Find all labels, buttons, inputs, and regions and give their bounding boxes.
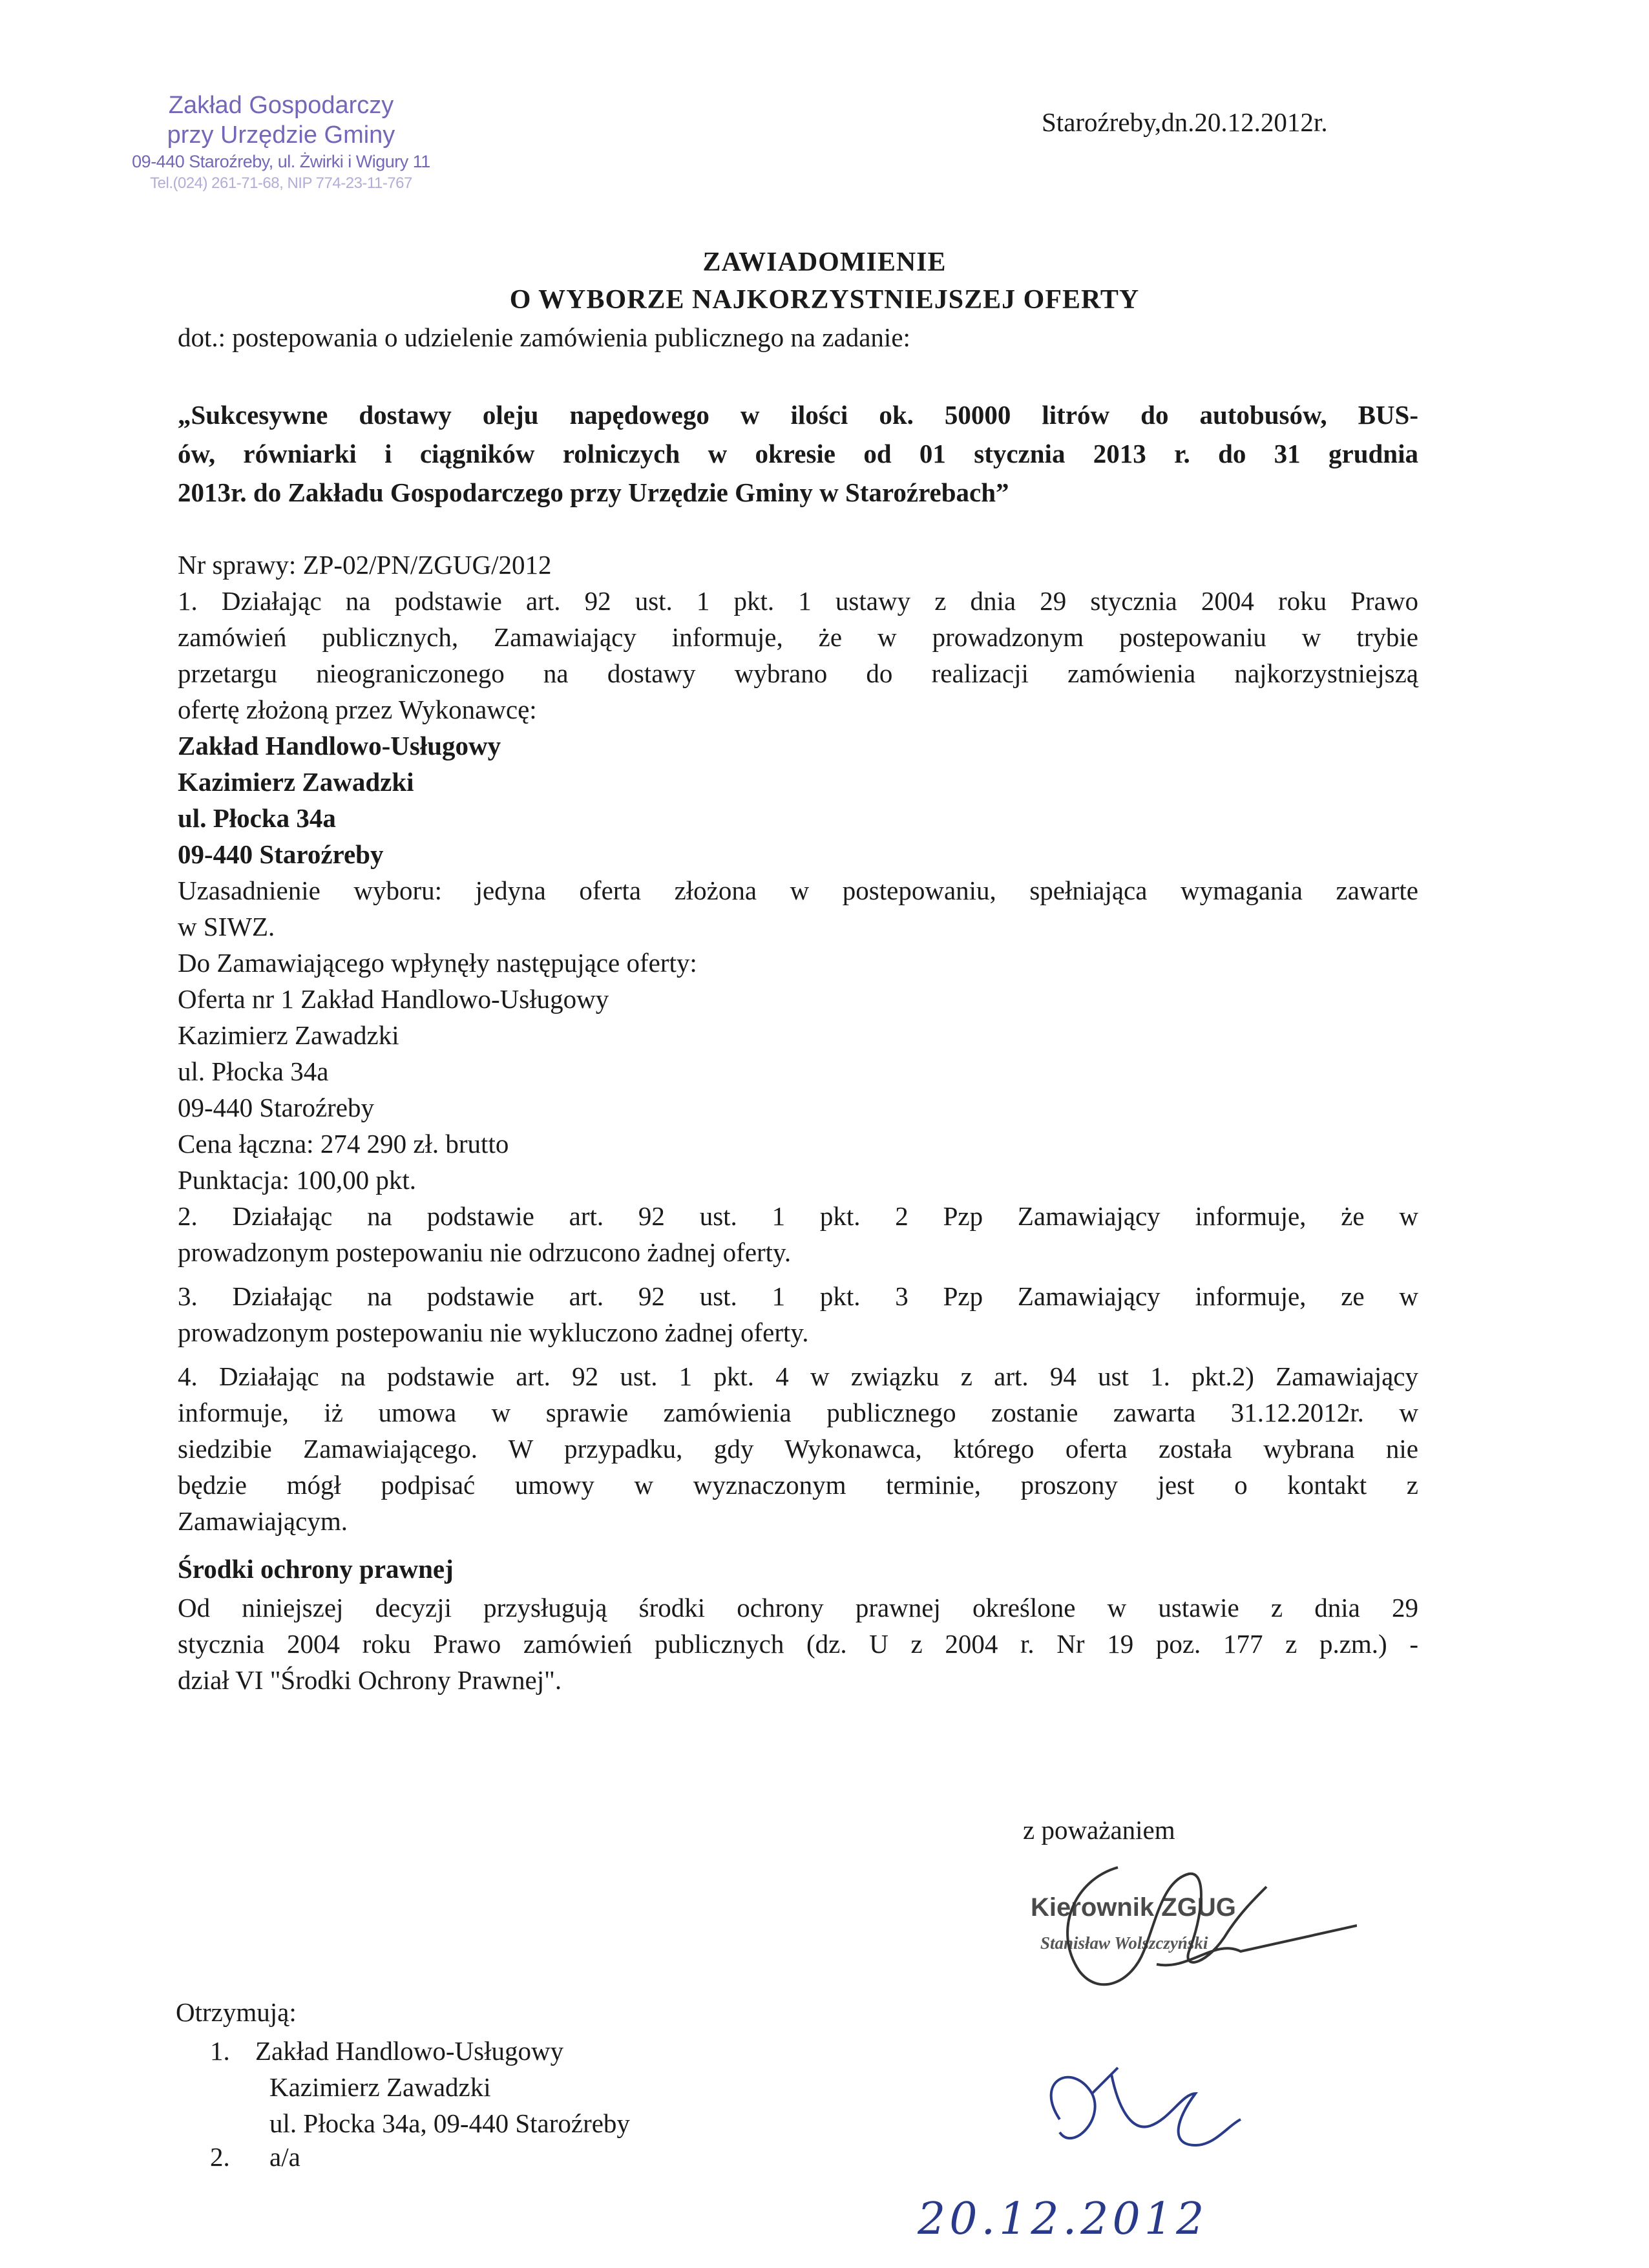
task-line: „Sukcesywne dostawy oleju napędowego w ilości ok. 50000 litrów do autobusów, BUS- [178,400,1418,430]
stamp-line-3: 09-440 Staroźreby, ul. Żwirki i Wigury 11 [132,152,430,171]
point-4-line: będzie mógł podpisać umowy w wyznaczonym terminie, proszony jest o kontakt z [178,1470,1418,1500]
point-4 [178,1358,1418,1539]
recipient-1-number: 1. [210,2036,230,2066]
stamp-line-2: przy Urzędzie Gminy [167,121,395,149]
offer-line: ul. Płocka 34a [178,1056,329,1086]
remedies [178,1590,1418,1698]
justification [178,872,1418,945]
task-description [178,395,1418,512]
winner-block [178,728,1418,872]
task-line: 2013r. do Zakładu Gospodarczego przy Urzędzie Gminy w Staroźrebach” [178,478,1009,507]
justification-line: w SIWZ. [178,912,275,941]
remedies-line: stycznia 2004 roku Prawo zamówień publicznych (dz. U z 2004 r. Nr 19 poz. 177 z p.zm.) - [178,1629,1418,1659]
recipient-1-details [255,2033,630,2141]
point-2 [178,1198,1418,1270]
offer-line: Punktacja: 100,00 pkt. [178,1165,416,1195]
offer-line: Oferta nr 1 Zakład Handlowo-Usługowy [178,984,609,1014]
offer-line: Kazimierz Zawadzki [178,1020,399,1050]
handwritten-initials-icon [1021,2055,1254,2165]
signature-scribble-icon [995,1842,1357,2010]
title-subject: O WYBORZE NAJKORZYSTNIEJSZEJ OFERTY [509,285,1140,315]
recipient-1 [210,2033,230,2069]
point-4-line: informuje, iż umowa w sprawie zamówienia publicznego zostanie zawarta 31.12.2012r. w [178,1398,1418,1427]
recipient-1-line: Zakład Handlowo-Usługowy [255,2036,564,2066]
handwritten-date: 20.12.2012 [918,2194,1208,2245]
winner-line: Zakład Handlowo-Usługowy [178,731,501,761]
stamp-line-1: Zakład Gospodarczy [168,92,394,119]
remedies-heading: Środki ochrony prawnej [178,1554,454,1584]
recipient-2: a/a [269,2142,300,2172]
point-2-line: 2. Działając na podstawie art. 92 ust. 1 pkt. 2 Pzp Zamawiający informuje, że w [178,1201,1418,1231]
winner-line: ul. Płocka 34a [178,803,336,833]
point-1-line: przetargu nieograniczonego na dostawy wybrano do realizacji zamówienia najkorzystniejszą [178,658,1418,688]
remedies-line: dział VI "Środki Ochrony Prawnej". [178,1665,562,1695]
winner-line: 09-440 Staroźreby [178,839,384,869]
offer-1 [178,981,1418,1198]
recipient-1-line: Kazimierz Zawadzki [269,2072,491,2102]
case-number: Nr sprawy: ZP-02/PN/ZGUG/2012 [178,550,552,580]
winner-line: Kazimierz Zawadzki [178,767,414,797]
point-3-line: 3. Działając na podstawie art. 92 ust. 1 pkt. 3 Pzp Zamawiający informuje, ze w [178,1281,1418,1311]
task-line: ów, równiarki i ciągników rolniczych w okresie od 01 stycznia 2013 r. do 31 grudnia [178,439,1418,468]
remedies-line: Od niniejszej decyzji przysługują środki ochrony prawnej określone w ustawie z dnia 29 [178,1593,1418,1622]
recipient-1-line: ul. Płocka 34a, 09-440 Staroźreby [269,2108,630,2138]
point-3-line: prowadzonym postepowaniu nie wykluczono żadnej oferty. [178,1318,809,1347]
point-1 [178,583,1418,728]
recipient-2-number: 2. [210,2142,230,2172]
point-1-line: zamówień publicznych, Zamawiający informuje, że w prowadzonym postepowaniu w trybie [178,622,1418,652]
justification-line: Uzasadnienie wyboru: jedyna oferta złożona w postepowaniu, spełniająca wymagania zawarte [178,876,1418,905]
offers-intro: Do Zamawiającego wpłynęły następujące oferty: [178,948,697,978]
place-date: Staroźreby,dn.20.12.2012r. [1042,107,1328,137]
point-1-line: ofertę złożoną przez Wykonawcę: [178,695,537,724]
closing: z poważaniem [1023,1815,1175,1845]
company-stamp [113,90,449,194]
signature-stamp-title: Kierownik ZGUG [1031,1893,1236,1922]
point-3 [178,1278,1418,1350]
stamp-line-4: Tel.(024) 261-71-68, NIP 774-23-11-767 [150,174,412,192]
offer-line: 09-440 Staroźreby [178,1093,374,1122]
recipients-label: Otrzymują: [176,1997,297,2027]
signature-stamp-name: Stanisław Wolszczyński [1040,1933,1208,1953]
point-4-line: 4. Działając na podstawie art. 92 ust. 1 pkt. 4 w związku z art. 94 ust 1. pkt.2) Zamawiający [178,1361,1418,1391]
title-notice: ZAWIADOMIENIE [702,247,947,277]
point-4-line: Zamawiającym. [178,1506,348,1536]
point-2-line: prowadzonym postepowaniu nie odrzucono żadnej oferty. [178,1237,792,1267]
point-1-line: 1. Działając na podstawie art. 92 ust. 1 pkt. 1 ustawy z dnia 29 stycznia 2004 roku Prawo [178,586,1418,616]
dot-line: dot.: postepowania o udzielenie zamówienia publicznego na zadanie: [178,322,910,352]
offer-line: Cena łączna: 274 290 zł. brutto [178,1129,509,1159]
point-4-line: siedzibie Zamawiającego. W przypadku, gdy Wykonawca, którego oferta została wybrana nie [178,1434,1418,1464]
